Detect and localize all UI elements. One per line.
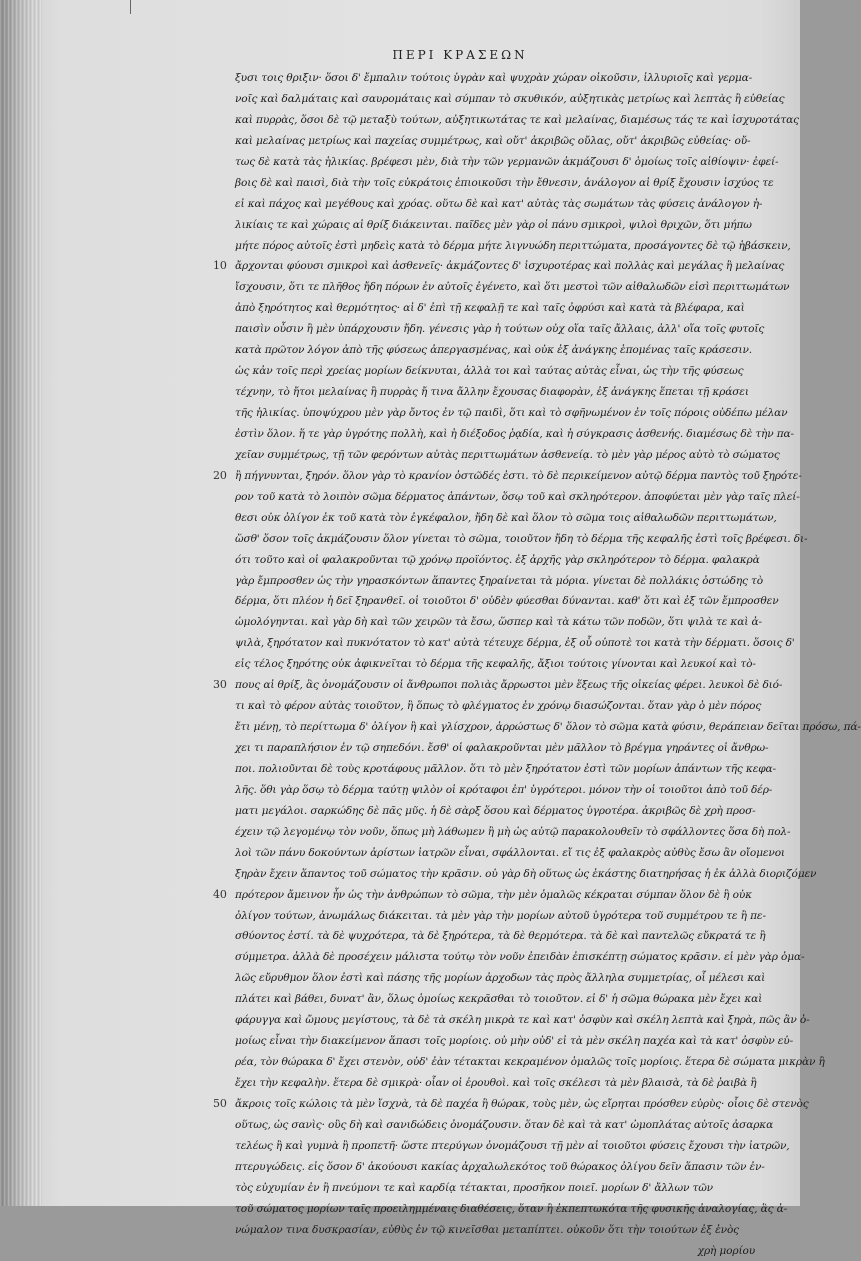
text-line <box>235 1241 775 1261</box>
text-line <box>235 906 775 927</box>
text-line <box>235 1052 775 1073</box>
text-line-content: ὀλίγον τούτων, ἀνωμάλως διάκειται. τὰ μὲν γὰρ τὴν μορίων αὐτοῦ ὑγρότερα τοῦ συμμέτρου τε ἢ πε- <box>235 910 766 922</box>
text-line <box>235 968 775 989</box>
text-line-content: τὸς εὐχυμίαν ἐν ἢ πνεύμονι τε καὶ καρδίᾳ τέτακται, προσῆκον ποιεῖ. μορίων δ' ἄλλων τῶν <box>235 1182 713 1194</box>
text-line <box>235 947 775 968</box>
text-line <box>235 759 775 780</box>
text-line-content: ψιλὰ, ξηρότατον καὶ πυκνότατον τὸ κατ' αὐτὰ τέτευχε δέρμα, ἐξ οὗ οὐποτὲ τοι κατὰ τὴν δέρματι. ὅσοις δ' <box>235 637 795 649</box>
text-line-content: ἄρχονται φύουσι σμικροὶ καὶ ἀσθενεῖς· ἀκμάζοντες δ' ἰσχυροτέρας καὶ πολλὰς καὶ μεγάλας ἢ μελαίνας <box>235 260 784 272</box>
text-line <box>235 1115 775 1136</box>
text-line-content: σύμμετρα. ἀλλὰ δὲ προσέχειν μάλιστα τούτῳ τὸν νοῦν ἐπειδὰν ἐπισκέπτῃ σώματος κρᾶσιν. εἰ μὲν γὰρ ὁμα- <box>235 951 804 963</box>
text-line-content: τως δὲ κατὰ τὰς ἡλικίας. βρέφεσι μὲν, διὰ τὴν τῶν γερμανῶν ἀκμάζουσι δ' ὁμοίως τοῖς αἰθίοψιν· ἐφεί- <box>235 156 778 168</box>
text-line-content: χρὴ μορίου <box>698 1245 755 1257</box>
text-line <box>235 1010 775 1031</box>
text-line <box>235 550 775 571</box>
text-line-content: ἔχει τὴν κεφαλὴν. ἕτερα δὲ σμικρὰ· οἷαν οἱ ἐρουθοὶ. καὶ τοῖς σκέλεσι τὰ μὲν βλαισὰ, τὰ δὲ ῥαιβὰ ἢ <box>235 1077 756 1089</box>
text-line <box>235 466 775 487</box>
line-number: 30 <box>213 675 233 696</box>
text-line-content: εἰς τέλος ξηρότης οὐκ ἀφικνεῖται τὸ δέρμα τῆς κεφαλῆς, ἄξιοι τούτοις γίνονται καὶ λευκοί καὶ τὸ- <box>235 658 756 670</box>
text-line-content: ξυσι τοις θριξιν· ὅσοι δ' ἔμπαλιν τούτοις ὑγρὰν καὶ ψυχρὰν χώραν οἰκοῦσιν, ἰλλυριοῖς καὶ γερμα- <box>235 72 752 84</box>
text-line-content: καὶ μελαίνας μετρίως καὶ παχείας συμμέτρως, καὶ οὔτ' ἀκριβῶς οὔλας, οὔτ' ἀκριβῶς εὐθείας· οὔ- <box>235 135 750 147</box>
text-line <box>235 780 775 801</box>
text-line-content: ἢ πήγνυνται, ξηρόν. ὅλον γὰρ τὸ κρανίον ὀστῶδές ἐστι. τὸ δὲ περικείμενον αὐτῷ δέρμα παντὸς τοῦ ξηρότε- <box>235 470 802 482</box>
text-line-content: τι καὶ τὸ φέρον αὐτὰς τοιοῦτον, ἢ ὅπως τὸ φλέγματος ἐν χρόνῳ διασώζονται. ὅταν γὰρ ὁ μὲν πόρος <box>235 700 761 712</box>
text-line <box>235 340 775 361</box>
text-line-content: ἴσχουσιν, ὅτι τε πλῆθος ἤδη πόρων ἐν αὐτοῖς ἐγένετο, καὶ ὅτι μεστοὶ τῶν αἰθαλωδῶν εἰσὶ περιττωμάτων <box>235 281 789 293</box>
text-line <box>235 675 775 696</box>
text-line <box>235 885 775 906</box>
text-line <box>235 236 775 257</box>
text-line-content: μοίως εἶναι τὴν διακείμενον ἅπασι τοῖς μορίοις. οὐ μὴν οὐδ' εἰ τὰ μὲν σκέλη παχέα καὶ τὰ κατ' ὀσφὺν εὐ- <box>235 1035 793 1047</box>
text-line-content: λῶς εὔρυθμον ὅλον ἐστὶ καὶ πάσης τῆς μορίων ἀρχοδων τὰς πρὸς ἄλληλα συμμετρίας, οἷ μέλεσι καὶ <box>235 972 765 984</box>
text-line-content: εἰ καὶ πάχος καὶ μεγέθους καὶ χρόας. οὕτω δὲ καὶ κατ' αὐτὰς τὰς σωμάτων τὰς φύσεις ἀνάλογον ἡ- <box>235 198 762 210</box>
text-line-content: ρον τοῦ κατὰ τὸ λοιπὸν σῶμα δέρματος ἁπάντων, ὅσῳ τοῦ καὶ σκληρότερον. ἀποφύεται μὲν γὰρ ταῖς πλεί- <box>235 491 800 503</box>
text-line-content: ἀπὸ ξηρότητος καὶ θερμότητος· αἱ δ' ἐπὶ τῇ κεφαλῇ τε καὶ ταῖς ὀφρύσι καὶ κατὰ τὰ βλέφαρα, καὶ <box>235 302 745 314</box>
text-line-content: θεσι οὐκ ὀλίγον ἐκ τοῦ κατὰ τὸν ἐγκέφαλον, ἤδη δὲ καὶ ὅλον τὸ σῶμα τοις αἰθαλωδῶν περιττωμάτων, <box>235 512 777 524</box>
text-line <box>235 612 775 633</box>
text-line-content: φάρυγγα καὶ ὤμους μεγίστους, τὰ δὲ τὰ σκέλη μικρὰ τε καὶ κατ' ὀσφὺν καὶ σκέλη λεπτὰ καὶ ξηρὰ, πῶς ἂν ὁ- <box>235 1014 810 1026</box>
text-line-content: λῆς. ὅθι γὰρ ὅσῳ τὸ δέρμα ταύτῃ ψιλὸν οἱ κρόταφοι ἐπ' ὑγρότεροι. μόνον τὴν οἱ τοιοῦτοι ἀπὸ τοῦ δέρ- <box>235 784 772 796</box>
text-line <box>235 110 775 131</box>
text-line-content: ρέα, τὸν θώρακα δ' ἔχει στενὸν, οὐδ' ἐὰν τέτακται κεκραμένον ὁμαλῶς τοῖς μορίοις. ἕτερα δὲ σώματα μικρὰν ἢ <box>235 1056 825 1068</box>
text-line-content: παισὶν οὖσιν ἢ μὲν ὑπάρχουσιν ἤδη. γένεσις γὰρ ἡ τούτων οὐχ οἵα ταῖς ἄλλαις, ἀλλ' οἵα τοῖς φυτοῖς <box>235 323 764 335</box>
text-line <box>235 403 775 424</box>
text-line <box>235 1094 775 1115</box>
text-line-content: ότι τοῦτο καὶ οἱ φαλακροῦνται τῷ χρόνῳ προϊόντος. ἐξ ἀρχῆς γὰρ σκληρότερον τὸ δέρμα. φαλακρὰ <box>235 554 760 566</box>
text-line <box>235 864 775 885</box>
text-line-content: τῆς ἡλικίας. ὑποψύχρου μὲν γὰρ ὄντος ἐν τῷ παιδὶ, ὅτι καὶ τὸ σφῆνωμένον ἐν τοῖς πόροις οὐδέπω μέλαν <box>235 407 787 419</box>
text-line <box>235 1073 775 1094</box>
text-line <box>235 1031 775 1052</box>
text-line <box>235 717 775 738</box>
text-line-content: καὶ πυρρὰς, ὅσοι δὲ τῷ μεταξὺ τούτων, αὐξητικωτάτας τε καὶ μελαίνας, διαμέσως τάς τε καὶ ἰσχυροτάτας <box>235 114 799 126</box>
running-header: ΠΕΡΙ ΚΡΑΣΕΩΝ <box>0 48 800 62</box>
text-line-content: τέχνην, τὸ ἤτοι μελαίνας ἢ πυρρὰς ἤ τινα ἄλλην ἔχουσας διαφορὰν, ἐξ ἀνάγκης ἕπεται τῇ κράσει <box>235 386 749 398</box>
text-line <box>235 926 775 947</box>
text-line <box>235 68 775 89</box>
text-line-content: πους αἱ θρίξ, ἃς ὀνομάζουσιν οἱ ἄνθρωποι πολιὰς ἄρρωστοι μὲν ἕξεως τῆς οἰκείας φέρει. λευκοὶ δὲ διό- <box>235 679 782 691</box>
text-line-content: ὡμολόγηνται. καὶ γὰρ δὴ καὶ τῶν χειρῶν τὰ ἔσω, ὥσπερ καὶ τὰ κάτω τῶν ποδῶν, ὅτι ψιλὰ τε καὶ ἀ- <box>235 616 762 628</box>
text-line-content: χει τι παραπλήσιον ἐν τῷ σηπεδόνι. ἔσθ' οἱ φαλακροῦνται μὲν μᾶλλον τὸ βρέγμα γηράντες οἱ ἄνθρω- <box>235 742 768 754</box>
text-line-content: πρότερον ἄμεινον ἦν ὡς τὴν ἀνθρώπων τὸ σῶμα, τὴν μὲν ὁμαλῶς κέκραται σύμπαν ὅλον δὲ ἢ οὐκ <box>235 889 752 901</box>
text-line-content: χεῖαν συμμέτρως, τῇ τῶν φερόντων αὐτὰς περιττωμάτων ἀσθενείᾳ. τὸ μὲν γὰρ μέρος αὐτὸ τὸ σώματος <box>235 449 780 461</box>
text-line <box>235 194 775 215</box>
text-line-content: τελέως ἢ καὶ γυμνὰ ἢ προπετῆ· ὥστε πτερύγων ὀνομάζουσι τῇ μὲν αἱ τοιοῦτοι φύσεις ἔχουσι τὴν ἰατρῶν, <box>235 1140 790 1152</box>
text-line-content: οὕτως, ὡς σανὶς· οὓς δὴ καὶ σανιδώδεις ὀνομάζουσιν. ὅταν δὲ καὶ τὰ κατ' ὠμοπλάτας αὐτοῖς ἀσαρκα <box>235 1119 773 1131</box>
text-line <box>235 1157 775 1178</box>
text-line-content: δέρμα, ὅτι πλέον ἡ δεῖ ξηρανθεῖ. οἱ τοιοῦτοι δ' οὐδὲν φύεσθαι δύνανται. καθ' ὅτι καὶ ἐξ τῶν ἔμπροσθεν <box>235 595 778 607</box>
text-line <box>235 1136 775 1157</box>
top-edge-mark <box>130 0 131 14</box>
text-line <box>235 382 775 403</box>
text-line <box>235 571 775 592</box>
text-line-content: νοῖς καὶ δαλμάταις καὶ σαυρομάταις καὶ σύμπαν τὸ σκυθικόν, αὐξητικὰς μετρίως καὶ λεπτὰς ἢ εὐθείας <box>235 93 784 105</box>
text-line <box>235 152 775 173</box>
text-line <box>235 89 775 110</box>
text-line <box>235 361 775 382</box>
text-line-content: ἄκροις τοῖς κώλοις τὰ μὲν ἴσχνὰ, τὰ δὲ παχέα ἢ θώρακ, τοὺς μὲν, ὡς εἴρηται πρόσθεν εὐρὺς· οἷοις δὲ στενὸς <box>235 1098 809 1110</box>
text-line-content: πλάτει καὶ βάθει, δυνατ' ἂν, ὅλως ὁμοίως κεκρᾶσθαι τὸ τοιοῦτον. εἰ δ' ἡ σῶμα θώρακα μὲν ἔχει καὶ <box>235 993 762 1005</box>
text-line-content: ποι. πολιοῦνται δὲ τοὺς κροτάφους μᾶλλον. ὅτι τὸ μὲν ξηρότατον ἐστὶ τῶν μορίων ἁπάντων τῆς κεφα- <box>235 763 776 775</box>
text-line-content: μήτε πόρος αὐτοῖς ἐστὶ μηδεὶς κατὰ τὸ δέρμα μήτε λιγνυώδη περιττώματα, προσάγοντες δὲ τῷ ἡβάσκειν, <box>235 240 791 252</box>
text-line <box>235 445 775 466</box>
text-line <box>235 1178 775 1199</box>
text-line-content: λικίαις τε καὶ χώραις αἱ θρίξ διάκεινται. παῖδες μὲν γὰρ οἱ πάνυ σμικροὶ, ψιλοὶ θριχῶν, ὅτι μήπω <box>235 219 752 231</box>
text-line <box>235 843 775 864</box>
text-line-content: σθύοντος ἐστί. τὰ δὲ ψυχρότερα, τὰ δὲ ξηρότερα, τὰ δὲ θερμότερα. τὰ δὲ καὶ παντελῶς εὔκρατά τε ἢ <box>235 930 766 942</box>
text-line <box>235 633 775 654</box>
line-number: 40 <box>213 885 233 906</box>
text-line-content: ὡς κἀν τοῖς περὶ χρείας μορίων δείκνυται, ἀλλὰ τοι καὶ ταύτας αὐτὰς εἶναι, ὡς τὴν τῆς φύσεως <box>235 365 743 377</box>
text-line-content: ἐστὶν ὅλον. ἥ τε γὰρ ὑγρότης πολλὴ, καὶ ἡ διέξοδος ῥᾳδία, καὶ ἡ σύγκρασις ἀσθενής. διαμέσως δὲ τὴν πα- <box>235 428 794 440</box>
text-line-content: ματι μεγάλοι. σαρκώδης δὲ πᾶς μῦς. ἡ δὲ σὰρξ ὅσου καὶ δέρματος ὑγροτέρα. ἀκριβῶς δὲ χρὴ προσ- <box>235 805 756 817</box>
text-line <box>235 256 775 277</box>
text-line <box>235 1220 775 1241</box>
text-line-content: λοὶ τῶν πάνυ δοκούντων ἀρίστων ἰατρῶν εἶναι, σφάλλονται. εἴ τις ἐξ φαλακρὸς αὐθὺς ἔσω ἂν οἴομενοι <box>235 847 785 859</box>
text-line <box>235 215 775 236</box>
line-number: 50 <box>213 1094 233 1115</box>
text-line-content: κατὰ πρῶτον λόγον ἀπὸ τῆς φύσεως ἀπεργασμένας, καὶ οὐκ ἐξ ἀνάγκης ἑπομένας ταῖς κράσεσιν. <box>235 344 752 356</box>
text-line <box>235 173 775 194</box>
text-line <box>235 487 775 508</box>
text-line <box>235 654 775 675</box>
text-line <box>235 591 775 612</box>
text-line <box>235 424 775 445</box>
text-line-content: βοις δὲ καὶ παισὶ, διὰ τὴν τοῖς εὐκράτοις ἐπιοικοῦσι τὴν ἔθνεσιν, ἀνάλογον αἱ θρίξ ἔχουσιν ἰσχύος τε <box>235 177 774 189</box>
text-line <box>235 696 775 717</box>
text-line-content: τοῦ σώματος μορίων ταῖς προειλημμέναις διαθέσεις, ὅταν ἢ ἐκπεπτωκότα τῆς φυσικῆς ἀναλογίας, ἃς ἀ- <box>235 1203 787 1215</box>
text-line <box>235 131 775 152</box>
text-line <box>235 801 775 822</box>
line-number: 10 <box>213 256 233 277</box>
text-line-content: ἔτι μένῃ, τὸ περίττωμα δ' ὀλίγον ἢ καὶ γλίσχρον, ἀρρώστως δ' ὅλον τὸ σῶμα κατὰ φύσιν, θεράπειαν δεῖται πρόσω, πά- <box>235 721 861 733</box>
text-line-content: ξηρὰν ἔχειν ἅπαντος τοῦ σώματος τὴν κρᾶσιν. οὐ γὰρ δὴ οὕτως ὡς ἑκάστης διατηρήσας ἡ ἐκ ἀλλὰ διοριζόμεν <box>235 868 816 880</box>
text-line <box>235 738 775 759</box>
text-line-content: νώμαλον τινα δυσκρασίαν, εὐθὺς ἐν τῷ κινεῖσθαι μεταπίπτει. οὐκοῦν ὅτι τὴν τοιούτων ἐξ ἑνὸς <box>235 1224 739 1236</box>
text-line <box>235 822 775 843</box>
greek-text-block <box>235 68 775 1261</box>
text-line-content: ὥσθ' ὅσον τοῖς ἀκμάζουσιν ὅλον γίνεται τὸ σῶμα, τοιοῦτον ἤδη τὸ δέρμα τῆς κεφαλῆς ἐστὶ τοῖς βρέφεσι. δι- <box>235 533 807 545</box>
text-line <box>235 277 775 298</box>
text-line <box>235 298 775 319</box>
text-line <box>235 989 775 1010</box>
text-line <box>235 508 775 529</box>
text-line <box>235 319 775 340</box>
text-line <box>235 1199 775 1220</box>
text-line-content: πτερυγώδεις. εἰς ὅσον δ' ἀκούουσι κακίας ἀρχαλωλεκότος τοῦ θώρακος ὀλίγου δεῖν ἅπασιν τῶν ἐν- <box>235 1161 765 1173</box>
text-line-content: γὰρ ἔμπροσθεν ὡς τὴν γηρασκόντων ἅπαντες ξηραίνεται τὰ μόρια. γίνεται δὲ πολλάκις ὀστώδης τὸ <box>235 575 763 587</box>
page-binding-edge <box>0 0 42 1206</box>
text-line-content: έχειν τῷ λεγομένῳ τὸν νοῦν, ὅπως μὴ λάθωμεν ἢ μὴ ὡς αὐτῷ παρακολουθεῖν τὸ σφάλλοντες ὅσα δὴ πολ- <box>235 826 790 838</box>
text-line <box>235 529 775 550</box>
line-number: 20 <box>213 466 233 487</box>
